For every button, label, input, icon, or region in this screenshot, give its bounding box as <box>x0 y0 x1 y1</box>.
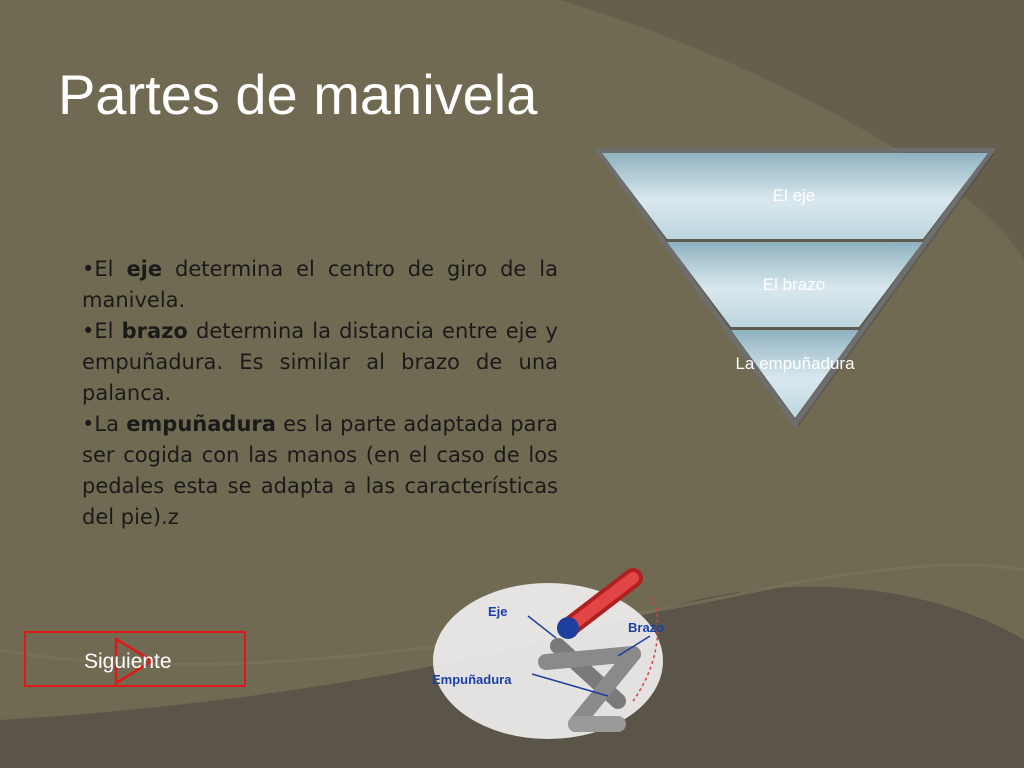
bullet-item-eje <box>82 254 558 316</box>
slide-title: Partes de manivela <box>58 63 538 126</box>
pyramid-segment-empunadura <box>731 330 859 418</box>
bullet-text: es la parte adaptada para ser cogida con las manos (en el caso de los pedales esta se adapta a las características del pie).z <box>82 412 558 529</box>
diagram-label-eje: Eje <box>488 604 508 619</box>
bullet-prefix: •La <box>82 412 127 436</box>
bullet-term: brazo <box>121 319 188 343</box>
crank-diagram <box>428 566 688 750</box>
diagram-label-empunadura: Empuñadura <box>432 672 512 687</box>
pyramid-label-brazo: El brazo <box>762 275 826 294</box>
pyramid-label-eje: El eje <box>772 186 816 205</box>
bullet-term: eje <box>126 257 163 281</box>
diagram-label-brazo: Brazo <box>628 620 665 635</box>
next-button[interactable] <box>24 631 246 687</box>
bullet-item-brazo <box>82 316 558 409</box>
next-button-label: Siguiente <box>84 650 172 673</box>
bullet-prefix: •El <box>82 319 122 343</box>
bullet-term: empuñadura <box>126 412 276 436</box>
bullet-text: determina el centro de giro de la manivela. <box>82 257 558 312</box>
bullet-item-empunadura <box>82 409 558 533</box>
bullet-text: determina la distancia entre eje y empuñadura. Es similar al brazo de una palanca. <box>82 319 558 405</box>
pyramid-label-empunadura: La empuñadura <box>735 354 855 373</box>
crank-illustration <box>428 566 688 746</box>
inverted-pyramid <box>596 148 996 432</box>
bullet-list <box>82 254 558 533</box>
bullet-prefix: •El <box>82 257 127 281</box>
